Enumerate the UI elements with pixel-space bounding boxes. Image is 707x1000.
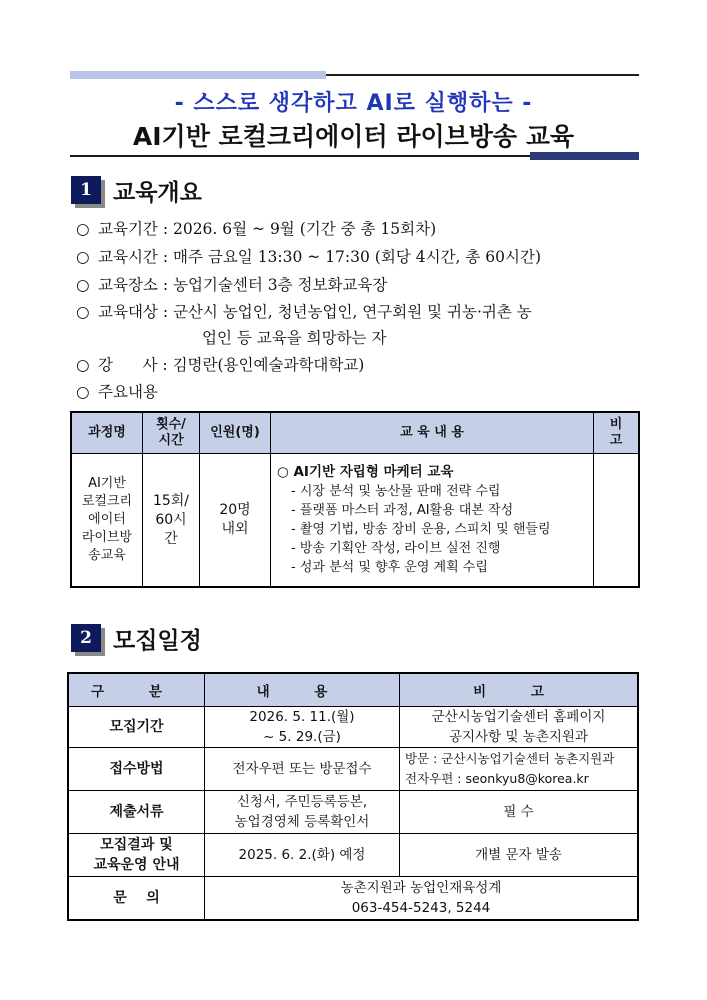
header-content: 교 육 내 용 — [271, 412, 594, 454]
course-name: AI기반 로컬크리 에이터 라이브방 송교육 — [71, 454, 143, 588]
row-note: 필 수 — [400, 791, 639, 834]
content-line: - 플랫폼 마스터 과정, AI활용 대본 작성 — [291, 503, 514, 518]
header-people: 인원(명) — [200, 412, 271, 454]
row-content: 전자우편 또는 방문접수 — [205, 748, 400, 791]
content-line: - 촬영 기법, 방송 장비 운용, 스피치 및 핸들링 — [291, 522, 551, 537]
overview-item-target: ○ 교육대상 : 군산시 농업인, 청년농업인, 연구회원 및 귀농·귀촌 농 — [76, 303, 532, 321]
bullet-circle-icon: ○ — [76, 276, 90, 294]
header-course: 과정명 — [71, 412, 143, 454]
header-bottom-rule — [70, 155, 530, 157]
row-label: 문 의 — [68, 877, 205, 921]
course-count: 15회/ 60시 간 — [143, 454, 200, 588]
schedule-row-contact — [68, 877, 638, 921]
header-remarks: 비 고 — [400, 673, 639, 707]
row-content: 농촌지원과 농업인재육성계 063-454-5243, 5244 — [205, 877, 639, 921]
schedule-row-documents — [68, 791, 638, 834]
header-rule — [326, 74, 639, 76]
page-subtitle: - 스스로 생각하고 AI로 실행하는 - — [174, 91, 533, 116]
bullet-circle-icon: ○ — [76, 248, 90, 266]
course-table — [70, 411, 640, 588]
row-note: 개별 문자 발송 — [400, 834, 639, 877]
course-people: 20명 내외 — [200, 454, 271, 588]
row-label: 모집기간 — [68, 707, 205, 748]
header-accent-bar — [70, 71, 326, 79]
content-line: - 시장 분석 및 농산물 판매 전략 수립 — [291, 484, 501, 499]
section-number: 1 — [71, 176, 101, 204]
overview-item-place: ○ 교육장소 : 농업기술센터 3층 정보화교육장 — [76, 276, 388, 294]
section-number: 2 — [71, 624, 101, 652]
overview-item-instructor: ○ 강 사 : 김명란(용인예술과학대학교) — [76, 356, 365, 374]
schedule-row-period — [68, 707, 638, 748]
course-note — [594, 454, 640, 588]
row-label: 제출서류 — [68, 791, 205, 834]
content-heading: ○ AI기반 자립형 마케터 교육 — [277, 464, 454, 480]
course-content — [271, 454, 594, 588]
row-content: 신청서, 주민등록등본, 농업경영체 등록확인서 — [205, 791, 400, 834]
header-bottom-accent — [530, 152, 639, 160]
schedule-table — [67, 672, 639, 921]
schedule-table-header — [68, 673, 638, 707]
header-note: 비 고 — [594, 412, 640, 454]
bullet-circle-icon: ○ — [76, 383, 90, 401]
bullet-circle-icon: ○ — [76, 303, 90, 321]
header-content: 내 용 — [205, 673, 400, 707]
section-title: 모집일정 — [113, 628, 202, 654]
row-note: 방문 : 군산시농업기술센터 농촌지원과 전자우편 : seonkyu8@korea.kr — [400, 748, 639, 791]
overview-item-time: ○ 교육시간 : 매주 금요일 13:30 ~ 17:30 (회당 4시간, 총 60시간) — [76, 248, 541, 266]
overview-item-contents: ○ 주요내용 — [76, 383, 158, 401]
section-heading-overview — [71, 176, 371, 208]
row-label: 모집결과 및 교육운영 안내 — [68, 834, 205, 877]
overview-item-period: ○ 교육기간 : 2026. 6월 ~ 9월 (기간 중 총 15회차) — [76, 220, 437, 238]
overview-item-target-cont: 업인 등 교육을 희망하는 자 — [202, 329, 387, 347]
course-table-header — [71, 412, 639, 454]
row-note: 군산시농업기술센터 홈페이지 공지사항 및 농촌지원과 — [400, 707, 639, 748]
header-category: 구 분 — [68, 673, 205, 707]
section-heading-schedule — [71, 624, 371, 656]
row-label: 접수방법 — [68, 748, 205, 791]
header-count: 횟수/ 시간 — [143, 412, 200, 454]
row-content: 2026. 5. 11.(월) ~ 5. 29.(금) — [205, 707, 400, 748]
section-title: 교육개요 — [113, 180, 202, 206]
content-line: - 성과 분석 및 향후 운영 계획 수립 — [291, 560, 488, 575]
page-title: AI기반 로컬크리에이터 라이브방송 교육 — [132, 122, 575, 151]
schedule-row-result — [68, 834, 638, 877]
bullet-circle-icon: ○ — [76, 220, 90, 238]
row-content: 2025. 6. 2.(화) 예정 — [205, 834, 400, 877]
bullet-circle-icon: ○ — [76, 356, 90, 374]
schedule-row-method — [68, 748, 638, 791]
course-row — [71, 454, 639, 588]
content-line: - 방송 기획안 작성, 라이브 실전 진행 — [291, 541, 501, 556]
